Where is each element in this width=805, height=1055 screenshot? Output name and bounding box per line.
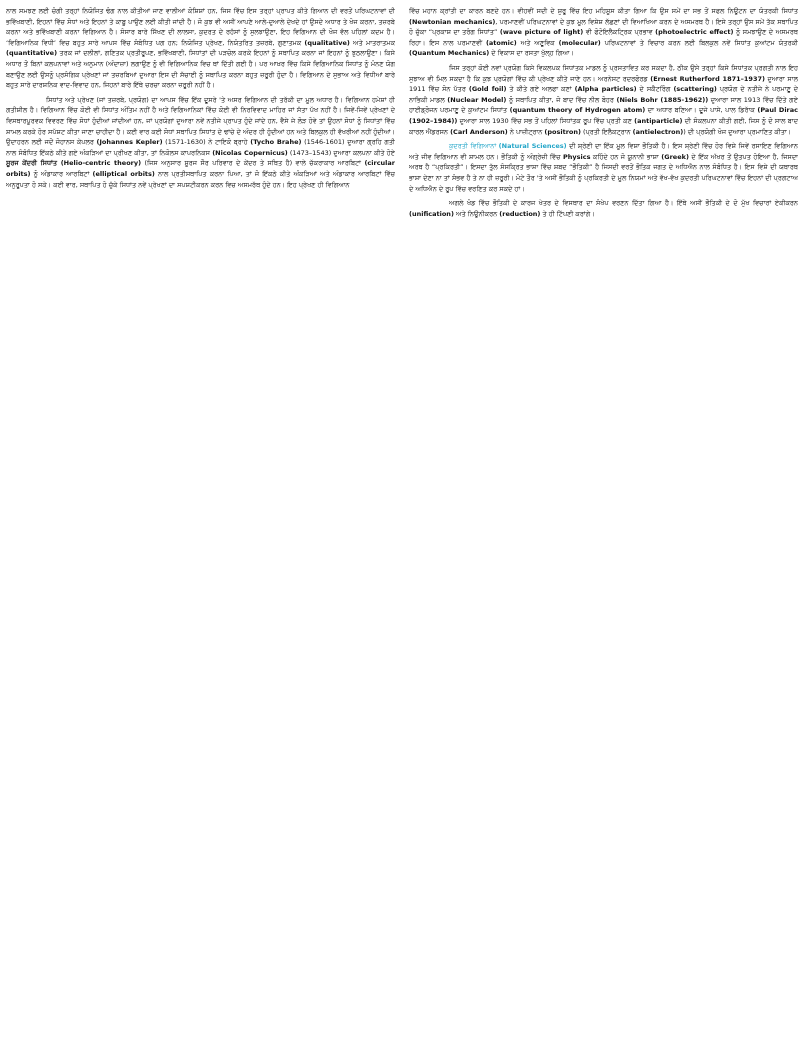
text-run: (ਜਿਸ ਅਨੁਸਾਰ ਸੂਰਜ ਸੌਰ ਪਰਿਵਾਰ ਦੇ ਕੇਂਦਰ ਤੇ ਸਥਿਤ ਹੈ) ਵਾਲੇ ਚੱਕਰਾਕਾਰ ਆਰਬਿਟਾਂ	[141, 159, 365, 168]
highlighted-term: ਕੁਦਰਤੀ ਵਿਗਿਆਨਾਂ	[449, 142, 499, 151]
highlighted-term: (Greek)	[661, 152, 689, 161]
highlighted-term: (qualitative)	[304, 38, 350, 47]
highlighted-term: (unification)	[409, 209, 454, 218]
highlighted-term: (scattering)	[673, 85, 717, 94]
highlighted-term: (photoelectric effect)	[655, 28, 734, 37]
paragraph	[409, 63, 798, 137]
text-run: ਨੂੰ ਅੰਡਾਕਾਰ ਆਰਬਿਟਾਂ	[30, 169, 93, 178]
highlighted-term: (antiparticle)	[634, 116, 683, 125]
text-run: ਤਰਕ ਜਾਂ ਦਲੀਲਾਂ, ਗਣਿਤਕ ਪ੍ਰਤੀਰੂਪਣ, ਭਵਿੱਖਬਾਣੀ, ਸਿਧਾਂਤਾਂ ਦੀ ਪੜਚੋਲ ਕਰਕੇ ਇਹਨਾਂ ਨੂੰ ਸਥਾਪਿਤ ਕਰਨਾ ਜਾਂ ਇਹਨਾਂ ਨੂੰ ਝੁਠਲਾਉਣਾ। ਕਿਸੇ ਅਧਾਰ ਤੋਂ ਬਿਨਾਂ ਕਲਪਨਾਵਾਂ ਅਤੇ ਅਨੁਮਾਨ (ਅੰਦਾਜ਼ਾ) ਲਗਾਉਣ ਨੂੰ ਵੀ ਵਿਗਿਆਨਿਕ ਵਿਚ ਥਾਂ ਦਿੱਤੀ ਗਈ ਹੈ। ਪਰ ਆਖ਼ਰ ਵਿੱਚ ਕਿਸੇ ਵਿਗਿਆਨਿਕ ਸਿਧਾਂਤ ਨੂੰ ਮੰਨਣ ਯੋਗ ਬਣਾਉਣ ਲਈ ਉਸਨੂੰ ਪ੍ਰਸੰਗਿਕ ਪ੍ਰੇਖਣਾਂ ਜਾਂ ਤਜ਼ਰਬਿਆਂ ਦੁਆਰਾ ਇਸ ਦੀ ਸੱਚਾਈ ਨੂੰ ਸਥਾਪਿਤ ਕਰਨਾ ਬਹੁਤ ਜ਼ਰੂਰੀ ਹੁੰਦਾ ਹੈ। ਵਿਗਿਆਨ ਦੇ ਸੁਭਾਅ ਅਤੇ ਵਿਧੀਆਂ ਬਾਰੇ ਬਹੁਤ ਸਾਰੇ ਦਾਰਸ਼ਨਿਕ ਵਾਦ-ਵਿਵਾਦ ਹਨ, ਜਿਹਨਾਂ ਬਾਰੇ ਇੱਥੇ ਚਰਚਾ ਕਰਨਾ ਜ਼ਰੂਰੀ ਨਹੀਂ ਹੈ।	[6, 49, 395, 90]
highlighted-term: (antielectron)	[632, 127, 684, 136]
highlighted-term: (quantitative)	[6, 49, 58, 58]
text-run: ਦੀ ਸ਼੍ਰੇਣੀ ਦਾ ਇੱਕ ਮੂਲ ਵਿਸ਼ਾ ਭੌਤਿਕੀ ਹੈ। ਇਸ ਸ਼੍ਰੇਣੀ ਵਿੱਚ ਹੋਰ ਵਿਸ਼ੇ ਜਿਵੇਂ ਰਸਾਇਣ ਵਿਗਿਆਨ ਅਤੇ ਜੀਵ ਵਿਗਿਆਨ ਵੀ ਸ਼ਾਮਲ ਹਨ। ਭੌਤਿਕੀ ਨੂੰ ਅੰਗ੍ਰੇਜ਼ੀ ਵਿੱਚ	[409, 142, 798, 161]
text-run: , ਪਰਮਾਣਵੀਂ ਪਰਿਘਟਨਾਵਾਂ ਦੇ ਕੁਝ ਮੂਲ ਵਿਸ਼ੇਸ਼ ਲੱਛਣਾਂ ਦੀ ਵਿਆਖਿਆ ਕਰਨ ਦੇ ਅਸਮਰਥ ਹੈ। ਇਸੇ ਤਰ੍ਹਾਂ ਉਸ ਸਮੇਂ ਤੱਕ ਸਥਾਪਿਤ ਹੋ ਚੁੱਕਾ “ਪ੍ਰਕਾਸ਼ ਦਾ ਤਰੰਗ ਸਿਧਾਂਤ”	[409, 17, 798, 37]
highlighted-term: (Ernest Rutherford 1871–1937)	[650, 74, 765, 83]
highlighted-term: (elliptical orbits)	[92, 169, 155, 178]
highlighted-term: (Paul Dirac (1902–1984))	[409, 106, 798, 125]
text-run: ਪ੍ਰਯੋਗ ਦੇ ਨਤੀਜੇ ਨੇ ਪਰਮਾਣੂ ਦੇ ਨਾਭਿਕੀ ਮਾਡਲ	[409, 85, 798, 104]
highlighted-term: (Newtonian mechanics)	[409, 17, 496, 26]
highlighted-term: (Tycho Brahe)	[250, 138, 302, 147]
highlighted-term: (Nicolas Copernicus)	[212, 148, 288, 157]
paragraph	[409, 141, 798, 194]
highlighted-term: (atomic)	[485, 38, 517, 47]
highlighted-term: (positron)	[544, 127, 581, 136]
text-run: ਦੇ ਸਕੈਟਰਿੰਗ	[636, 85, 674, 94]
paragraph	[6, 95, 395, 190]
text-run: ਅਤੇ ਅਣੂਵਿਕ	[516, 38, 559, 47]
highlighted-term: (Alpha particles)	[574, 85, 637, 94]
text-run: ਦਾ ਅਧਾਰ ਬਣਿਆ। ਦੂਜੇ ਪਾਸੇ, ਪਾਲ ਡਿਰਾੱਕ	[645, 106, 758, 115]
highlighted-term: (circular orbits)	[6, 159, 395, 178]
text-run: ਦੁਆਰਾ ਸਾਲ 1930 ਵਿੱਚ ਸਭ ਤੋਂ ਪਹਿਲਾਂ ਸਿਧਾਂਤਕ ਰੂਪ ਵਿੱਚ ਪ੍ਰਤੀ ਕਣ	[457, 116, 635, 125]
highlighted-term: Physics	[562, 152, 591, 161]
highlighted-term: (Niels Bohr (1885-1962))	[616, 95, 709, 104]
text-run: ਕਹਿੰਦੇ ਹਨ ਜੋ ਯੂਨਾਨੀ ਭਾਸ਼ਾ	[590, 152, 662, 161]
text-run: (ਪ੍ਰਤੀ ਇਲੈਕਟ੍ਰਾਨ	[580, 127, 633, 136]
text-run: (1571-1630) ਨੇ ਟਾਇਕੋ ਬ੍ਰਾਹੇ	[162, 138, 251, 147]
left-column	[6, 6, 395, 1055]
highlighted-term: (Nuclear Model)	[447, 95, 507, 104]
highlighted-term: (Natural Sciences)	[498, 142, 567, 151]
text-run: ਨੇ ਪਾਜ਼ੀਟ੍ਰਾਨ	[507, 127, 545, 136]
text-run: ਤੇ ਕੀਤੇ ਗਏ ਅਲਫਾ ਕਣਾਂ	[506, 85, 575, 94]
text-run: ਨੂੰ ਸਮਝਾਉਣ ਦੇ ਅਸਮਰਥ ਰਿਹਾ। ਇਸ ਨਾਲ ਪਰਮਾਣਵੀਂ	[409, 28, 798, 47]
text-run: ਅਤੇ ਮਾਤਰਾਤਮਕ	[349, 38, 395, 47]
highlighted-term: (molecular)	[558, 38, 601, 47]
text-run: ਸਿਧਾਂਤ ਅਤੇ ਪ੍ਰੇਖਣ (ਜਾਂ ਤਜ਼ਰਬੇ, ਪ੍ਰਯੋਗ) ਦਾ ਆਪਸ ਵਿੱਚ ਇੱਕ ਦੂਸਰੇ 'ਤੇ ਅਸਰ ਵਿਗਿਆਨ ਦੀ ਤਰੱਕੀ ਦਾ ਮੂਲ ਅਧਾਰ ਹੈ। ਵਿਗਿਆਨ ਹਮੇਸ਼ਾਂ ਹੀ ਗਤੀਸ਼ੀਲ ਹੈ। ਵਿਗਿਆਨ ਵਿੱਚ ਕੋਈ ਵੀ ਸਿਧਾਂਤ ਅੰਤਿਮ ਨਹੀਂ ਹੈ ਅਤੇ ਵਿਗਿਆਨਿਕਾਂ ਵਿੱਚ ਕੋਈ ਵੀ ਨਿਰਵਿਵਾਦ ਮਾਹਿਰ ਜਾਂ ਸੱਤਾ ਪੱਖ ਨਹੀਂ ਹੈ। ਜਿਵੇਂ-ਜਿਵੇਂ ਪ੍ਰੇਖਣਾਂ ਦੇ ਵਿਸਥਾਰਪੂਰਵਕ ਵਿਵਰਣ ਵਿੱਚ ਸੋਧਾਂ ਹੁੰਦੀਆਂ ਜਾਂਦੀਆਂ ਹਨ, ਜਾਂ ਪ੍ਰਯੋਗਾਂ ਦੁਆਰਾ ਨਵੇਂ ਨਤੀਜੇ ਪ੍ਰਾਪਤ ਹੁੰਦੇ ਜਾਂਦੇ ਹਨ, ਵੈਸੇ ਜੇ ਲੋੜ ਹੋਵੇ ਤਾਂ ਉਹਨਾਂ ਸੋਧਾਂ ਨੂੰ ਸਿਧਾਂਤਾਂ ਵਿੱਚ ਸ਼ਾਮਲ ਕਰਕੇ ਹੋਰ ਸਪੱਸ਼ਟ ਕੀਤਾ ਜਾਣਾ ਚਾਹੀਦਾ ਹੈ। ਕਈ ਵਾਰ ਕਈ ਸੋਧਾਂ ਸਥਾਪਿਤ ਸਿਧਾਂਤ ਦੇ ਢਾਂਚੇ ਦੇ ਅੰਦਰ ਹੀ ਹੁੰਦੀਆਂ ਹਨ ਅਤੇ ਬਿਲਕੁਲ ਹੀ ਵੱਖਰੀਆਂ ਨਹੀਂ ਹੁੰਦੀਆਂ। ਉਦਾਹਰਨ ਲਈ ਜਦੋਂ ਜੋਹਾਨਸ ਕੇਪਲਰ	[6, 95, 395, 147]
highlighted-term: (Johannes Kepler)	[96, 138, 163, 147]
text-run: ) ਦੀ ਪ੍ਰਯੋਗੀ ਖੋਜ ਦੁਆਰਾ ਪ੍ਰਮਾਣਿਤ ਕੀਤਾ।	[683, 127, 792, 136]
text-run: ਅਤੇ ਨਿਊਨੀਕਰਨ	[453, 209, 500, 218]
highlighted-term: (quantum theory of Hydrogen atom)	[509, 106, 646, 115]
highlighted-term: (Quantum Mechanics)	[409, 49, 490, 58]
text-run: ਤੇ ਹੀ ਟਿੱਪਣੀ ਕਰਾਂਗੇ।	[540, 209, 595, 218]
highlighted-term: (Gold foil)	[468, 85, 507, 94]
text-run: ਦੁਆਰਾ ਸਾਲ 1913 ਵਿੱਚ ਦਿੱਤੇ ਗਏ ਹਾਈਡ੍ਰੋਜਨ ਪਰਮਾਣੂ ਦੇ ਕੁਆਂਟਮ ਸਿਧਾਂਤ	[409, 95, 798, 115]
highlighted-term: (wave picture of light)	[499, 28, 584, 37]
text-run: ਪਰਿਘਟਨਾਵਾਂ ਤੇ ਵਿਚਾਰ ਕਰਨ ਲਈ ਬਿਲਕੁਲ ਨਵੇਂ ਸਿਧਾਂਤ ਕੁਆਂਟਮ ਯੰਤਰਕੀ	[600, 38, 798, 47]
text-run: ਦੀ ਸੰਕਲਪਨਾ ਕੀਤੀ ਗਈ, ਜਿਸ ਨੂੰ ਦੋ ਸਾਲ ਬਾਦ ਕਾਰਲ ਐਂਡਰਸਨ	[409, 116, 798, 136]
paragraph	[6, 6, 395, 91]
text-run: ਨਾਲ ਸਮਝਣ ਲਈ ਚੰਗੀ ਤਰ੍ਹਾਂ ਨਿਯੋਜਿਤ ਢੰਗ ਨਾਲ ਕੀਤੀਆਂ ਜਾਣ ਵਾਲੀਆਂ ਕੋਸ਼ਿਸ਼ਾਂ ਹਨ, ਜਿਸ ਵਿੱਚ ਇਸ ਤਰ੍ਹਾਂ ਪ੍ਰਾਪਤ ਕੀਤੇ ਗਿਆਨ ਦੀ ਵਰਤੋਂ ਪਰਿਘਟਨਾਵਾਂ ਦੀ ਭਵਿੱਖਬਾਣੀ, ਇਹਨਾਂ ਵਿੱਚ ਸੋਧਾਂ ਅਤੇ ਇਹਨਾਂ ਤੇ ਕਾਬੂ ਪਾਉਣ ਲਈ ਕੀਤੀ ਜਾਂਦੀ ਹੈ। ਜੋ ਕੁਝ ਵੀ ਅਸੀਂ ਆਪਣੇ ਆਲੇ-ਦੁਆਲੇ ਦੇਖਦੇ ਹਾਂ ਉਸਦੇ ਅਧਾਰ ਤੇ ਖੋਜ ਕਰਨਾ, ਤਜ਼ਰਬੇ ਕਰਨਾ ਅਤੇ ਭਵਿੱਖਬਾਣੀ ਕਰਨਾ ਵਿਗਿਆਨ ਹੈ। ਸੰਸਾਰ ਬਾਰੇ ਸਿੱਖਣ ਦੀ ਲਾਲਸਾ, ਕੁਦਰਤ ਦੇ ਰਹੱਸਾਂ ਨੂੰ ਸੁਲਝਾਉਣਾ, ਇਹ ਵਿਗਿਆਨ ਦੀ ਖੋਜ ਵੱਲ ਪਹਿਲਾਂ ਕਦਮ ਹੈ। ‘ਵਿਗਿਆਨਿਕ ਵਿਧੀ’ ਵਿਚ ਬਹੁਤ ਸਾਰੇ ਆਪਸ ਵਿੱਚ ਸੰਬੰਧਿਤ ਪਗ ਹਨ; ਨਿਯੋਜਿਤ ਪ੍ਰੇਖਣ, ਨਿਯੰਤਰਿਤ ਤਜ਼ਰਬੇ, ਗੁਣਾਤਮਕ	[6, 7, 395, 47]
text-run: ਦੁਆਰਾ ਸਾਲ 1911 ਵਿੱਚ ਸੋਨ ਪੱਤਰ	[409, 74, 798, 94]
text-run: (1546-1601) ਦੁਆਰਾ ਗ੍ਰਹਿ ਗਤੀ ਨਾਲ ਸੰਬੰਧਿਤ ਇੱਕਠੇ ਕੀਤੇ ਗਏ ਅੰਕੜਿਆਂ ਦਾ ਪ੍ਰੀਖਣ ਕੀਤਾ, ਤਾਂ ਨਿਕੋਲਸ ਕਾਪਰਨਿਕਸ	[6, 138, 395, 157]
text-run: ਦੇ ਇੱਕ ਅੱਖਰ ਤੋਂ ਉਤਪਤ ਹੋਇਆ ਹੈ, ਜਿਸਦਾ ਅਰਥ ਹੈ “ਪ੍ਰਕਿਰਤੀ”। ਇਸਦਾ ਤੁੱਲ ਸੰਸਕ੍ਰਿਤ ਭਾਸ਼ਾ ਵਿੱਚ ਸ਼ਬਦ “ਭੌਤਿਕੀ” ਹੈ ਜਿਸਦੀ ਵਰਤੋਂ ਭੌਤਿਕ ਜਗਤ ਦੇ ਅਧਿਐਨ ਨਾਲ ਸੰਬੰਧਿਤ ਹੈ। ਇਸ ਵਿਸ਼ੇ ਦੀ ਯਥਾਰਥ ਭਾਸ਼ਾ ਦੇਣਾ ਨਾ ਤਾਂ ਸੰਭਵ ਹੈ ਤੇ ਨਾ ਹੀ ਜ਼ਰੂਰੀ। ਮੋਟੇ ਤੌਰ 'ਤੇ ਅਸੀਂ ਭੌਤਿਕੀ ਨੂੰ ਪ੍ਰਕਿਰਤੀ ਦੇ ਮੂਲ ਨਿਯਮਾਂ ਅਤੇ ਵੱਖ-ਵੱਖ ਕੁਦਰਤੀ ਪਰਿਘਟਨਾਵਾਂ ਵਿੱਚ ਇਹਨਾਂ ਦੀ ਪ੍ਰਗਟਾਅ ਦੇ ਅਧਿਐਨ ਦੇ ਰੂਪ ਵਿੱਚ ਵਰਣਿਤ ਕਰ ਸਕਦੇ ਹਾਂ।	[409, 152, 798, 193]
text-run: ਵੀ ਫੋਟੋਇਲੈਕਟ੍ਰਿਕ ਪ੍ਰਭਾਵ	[583, 28, 656, 37]
text-run: ਦੇ ਵਿਕਾਸ ਦਾ ਰਸਤਾ ਖੁੱਲ੍ਹ ਗਿਆ।	[489, 49, 574, 58]
text-run: ਨਾਲ ਪ੍ਰਤੀਸਥਾਪਿਤ ਕਰਨਾ ਪਿਆ, ਤਾਂ ਜੋ ਇੱਕਠੇ ਕੀਤੇ ਅੰਕੜਿਆਂ ਅਤੇ ਅੰਡਾਕਾਰ ਆਰਬਿਟਾਂ ਵਿੱਚ ਅਨੁਰੂਪਤਾ ਹੋ ਸਕੇ। ਕਈ ਵਾਰ, ਸਥਾਪਿਤ ਹੋ ਚੁੱਕੇ ਸਿਧਾਂਤ ਨਵੇਂ ਪ੍ਰੇਖਣਾਂ ਦਾ ਸਪਸ਼ਟੀਕਰਨ ਕਰਨ ਵਿਚ ਅਸਮਰੱਥ ਹੁੰਦੇ ਹਨ। ਇਹ ਪ੍ਰੇਖਣ ਹੀ ਵਿਗਿਆਨ	[6, 169, 395, 189]
text-run: ਜਿਸ ਤਰ੍ਹਾਂ ਕੋਈ ਨਵਾਂ ਪ੍ਰਯੋਗ ਕਿਸੇ ਵਿਕਲਪਕ ਸਿਧਾਂਤਕ ਮਾਡਲ ਨੂੰ ਪ੍ਰਸਤਾਵਿਤ ਕਰ ਸਕਦਾ ਹੈ, ਠੀਕ ਉਸੇ ਤਰ੍ਹਾਂ ਕਿਸੇ ਸਿਧਾਂਤਕ ਪ੍ਰਗਤੀ ਨਾਲ ਇਹ ਸੁਝਾਅ ਵੀ ਮਿਲ ਸਕਦਾ ਹੈ ਕਿ ਕੁਝ ਪ੍ਰਯੋਗਾਂ ਵਿੱਚ ਕੀ ਪ੍ਰੇਖਣ ਕੀਤੇ ਜਾਣੇ ਹਨ। ਅਰਨੇਸਟ ਰਦਰਫੋਰਡ	[409, 63, 798, 83]
text-run: ਨੂੰ ਸਥਾਪਿਤ ਕੀਤਾ, ਜੋ ਬਾਦ ਵਿੱਚ ਨੀਲ ਬੋਹਰ	[506, 95, 617, 104]
paragraph	[409, 6, 798, 59]
right-column	[409, 6, 798, 1055]
text-run: ਅਗਲੇ ਖੰਡ ਵਿੱਚ ਭੌਤਿਕੀ ਦੇ ਕਾਰਜ ਖੇਤਰ ਦੇ ਵਿਸਥਾਰ ਦਾ ਸੰਖੇਪ ਵਰਣਨ ਦਿੱਤਾ ਗਿਆ ਹੈ। ਇੱਥੇ ਅਸੀਂ ਭੌਤਿਕੀ ਦੇ ਦੋ ਮੁੱਖ ਵਿਚਾਰਾਂ ਏਕੀਕਰਨ	[449, 199, 798, 208]
highlighted-term: ਸੂਰਜ ਕੇਂਦਰੀ ਸਿਧਾਂਤ (Helio-centric theory)	[6, 159, 142, 168]
text-run: ਵਿੱਚ ਮਹਾਨ ਕ੍ਰਾਂਤੀ ਦਾ ਕਾਰਨ ਬਣਦੇ ਹਨ। ਵੀਹਵੀਂ ਸਦੀ ਦੇ ਸ਼ੁਰੂ ਵਿੱਚ ਇਹ ਮਹਿਸੂਸ ਕੀਤਾ ਗਿਆ ਕਿ ਉਸ ਸਮੇਂ ਦਾ ਸਭ ਤੋਂ ਸਫਲ ਨਿਊਟਨ ਦਾ ਯੰਤਰਕੀ ਸਿਧਾਂਤ	[409, 7, 798, 15]
paragraph	[409, 198, 798, 219]
highlighted-term: (Carl Anderson)	[450, 127, 508, 136]
highlighted-term: (reduction)	[499, 209, 541, 218]
text-run: (1473–1543) ਦੁਆਰਾ ਕਲਪਨਾ ਕੀਤੇ ਹੋਏ	[287, 148, 395, 157]
